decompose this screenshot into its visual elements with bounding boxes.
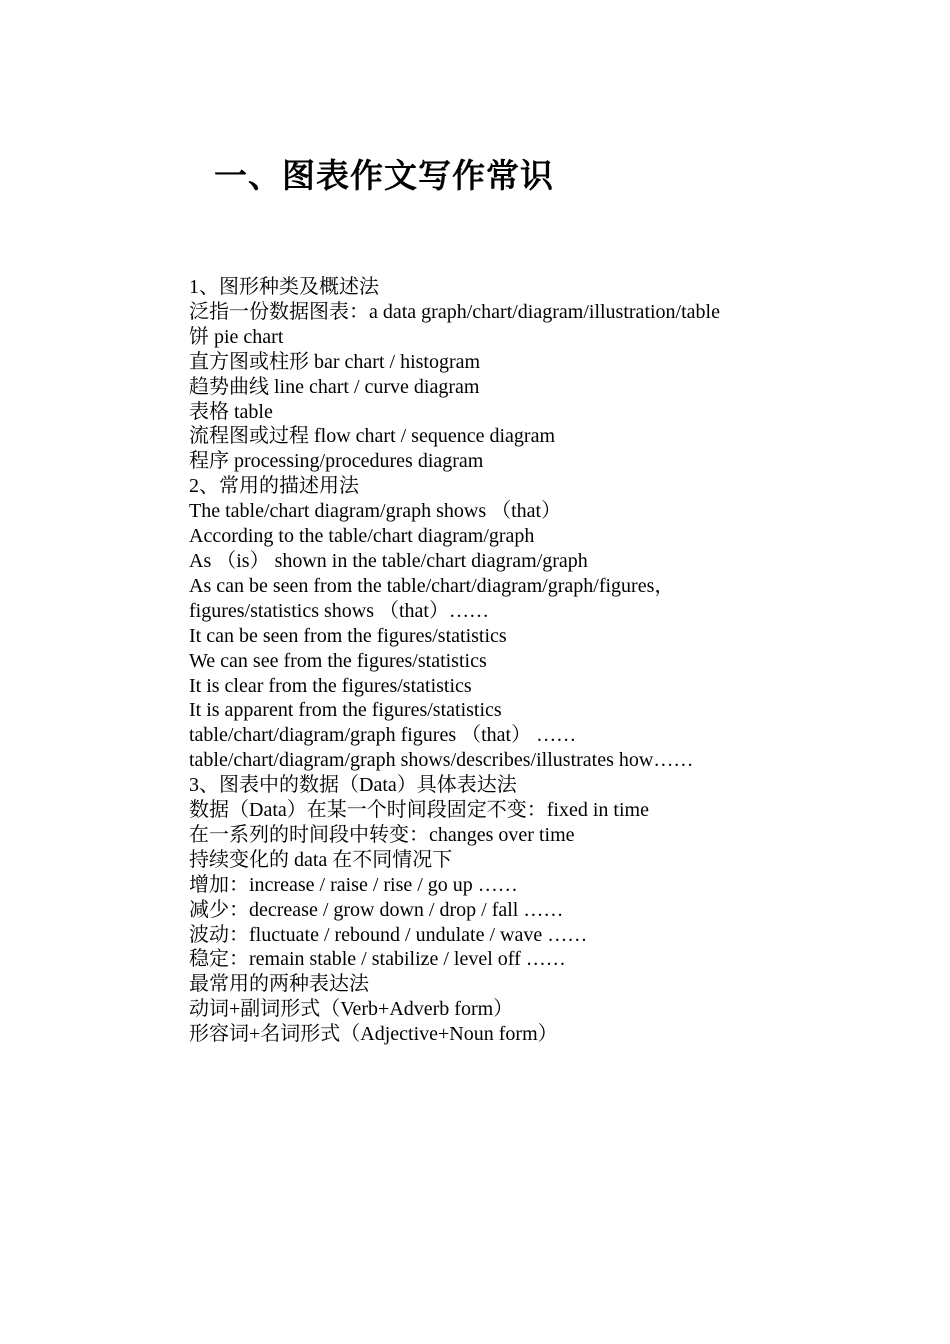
subsection-heading-common-expressions: 2、常用的描述用法 bbox=[189, 475, 359, 498]
text-line: 在一系列的时间段中转变：changes over time bbox=[189, 823, 575, 846]
text-line: table/chart/diagram/graph figures （that） …… bbox=[189, 724, 577, 747]
text-line: 程序 processing/procedures diagram bbox=[189, 450, 484, 473]
text-line: It is apparent from the figures/statistics bbox=[189, 699, 502, 722]
text-line: The table/chart diagram/graph shows （that） bbox=[189, 500, 562, 523]
text-line: We can see from the figures/statistics bbox=[189, 649, 487, 672]
text-line: 减少：decrease / grow down / drop / fall …… bbox=[189, 898, 564, 921]
text-line: 波动：fluctuate / rebound / undulate / wave …… bbox=[189, 923, 588, 946]
text-line: 持续变化的 data 在不同情况下 bbox=[189, 848, 453, 871]
text-line: 饼 pie chart bbox=[189, 325, 284, 348]
text-line: table/chart/diagram/graph shows/describes/illustrates how…… bbox=[189, 749, 694, 772]
text-line: 泛指一份数据图表：a data graph/chart/diagram/illustration/table bbox=[189, 300, 720, 323]
body-text bbox=[189, 275, 929, 1047]
text-line: 流程图或过程 flow chart / sequence diagram bbox=[189, 425, 556, 448]
text-line: 最常用的两种表达法 bbox=[189, 973, 369, 996]
text-line: 动词+副词形式（Verb+Adverb form） bbox=[189, 998, 514, 1021]
subsection-heading-data-expressions: 3、图表中的数据（Data）具体表达法 bbox=[189, 774, 517, 797]
text-line: figures/statistics shows （that）…… bbox=[189, 599, 489, 622]
subsection-heading-chart-types: 1、图形种类及概述法 bbox=[189, 276, 379, 298]
text-line: 增加：increase / raise / rise / go up …… bbox=[189, 873, 518, 896]
text-line: 趋势曲线 line chart / curve diagram bbox=[189, 375, 480, 398]
text-line: 表格 table bbox=[189, 400, 273, 423]
text-line: 形容词+名词形式（Adjective+Noun form） bbox=[189, 1023, 558, 1046]
section-heading: 一、图表作文写作常识 bbox=[214, 159, 554, 195]
text-line: 稳定：remain stable / stabilize / level off …… bbox=[189, 948, 566, 971]
text-line: As can be seen from the table/chart/diagram/graph/figures， bbox=[189, 574, 675, 597]
text-line: 直方图或柱形 bar chart / histogram bbox=[189, 350, 481, 373]
text-line: It is clear from the figures/statistics bbox=[189, 674, 472, 697]
text-line: As （is） shown in the table/chart diagram/graph bbox=[189, 549, 588, 572]
text-line: According to the table/chart diagram/graph bbox=[189, 525, 535, 548]
text-line: It can be seen from the figures/statistics bbox=[189, 624, 507, 647]
text-line: 数据（Data）在某一个时间段固定不变：fixed in time bbox=[189, 799, 649, 822]
